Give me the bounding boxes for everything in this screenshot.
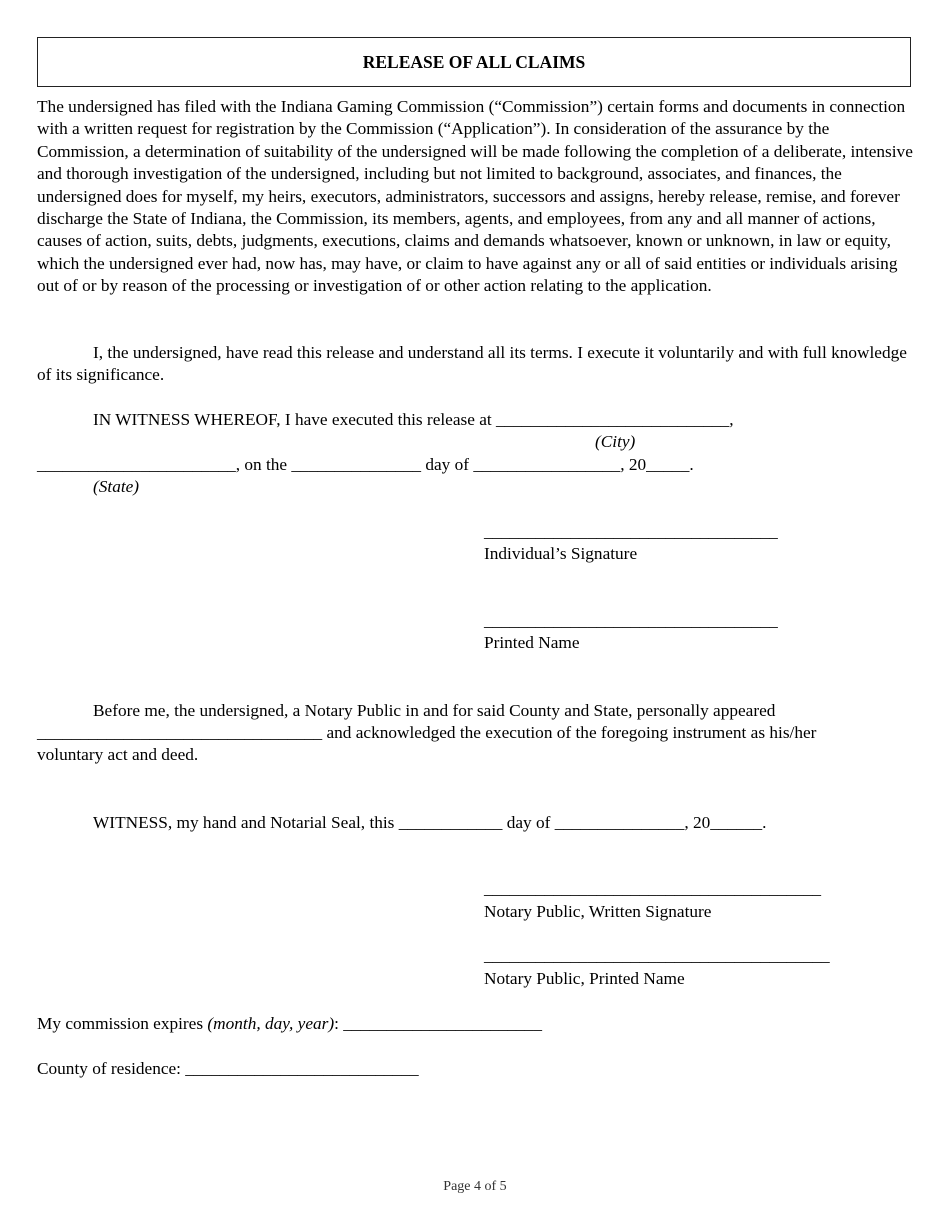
- page-number: Page 4 of 5: [443, 1179, 507, 1194]
- notary-written-signature-line[interactable]: _______________________________________: [484, 879, 821, 898]
- notary-printed-name-line[interactable]: ________________________________________: [484, 946, 830, 965]
- printed-name-label: Printed Name: [484, 633, 580, 652]
- notary-paragraph-line-1: Before me, the undersigned, a Notary Public in and for said County and State, personally appeared: [93, 701, 776, 720]
- document-title-text: RELEASE OF ALL CLAIMS: [362, 51, 586, 72]
- witness-line-1: IN WITNESS WHEREOF, I have executed this release at ___________________________,: [93, 410, 734, 429]
- release-paragraph: The undersigned has filed with the Indiana Gaming Commission (“Commission”) certain forms and documents in connection with a written request for registration by the Commission (“Application”). In consideration of the assurance by the Commission, a determination of suitability of the undersigned will be made following the completion of a deliberate, intensive and thorough investigation of the undersigned, including but not limited to background, associates, and finances, the undersigned does for myself, my heirs, executors, administrators, successors and assigns, hereby release, remise, and forever discharge the State of Indiana, the Commission, its members, agents, and employees, from any and all manner of actions, causes of action, suits, debts, judgments, executions, claims and demands whatsoever, known or unknown, in law or equity, which the undersigned ever had, now has, may have, or claim to have against any or all of said entities or individuals arising out of or by reason of the processing or investigation of or other action relating to the application.: [37, 97, 913, 296]
- notary-written-signature-label: Notary Public, Written Signature: [484, 902, 712, 921]
- individual-signature-line[interactable]: __________________________________: [484, 522, 778, 541]
- document-title: [37, 37, 911, 87]
- acknowledgement-paragraph: I, the undersigned, have read this release and understand all its terms. I execute it voluntarily and with full knowledge of its significance.: [37, 343, 907, 385]
- notarial-seal-line: WITNESS, my hand and Notarial Seal, this ____________ day of _______________, 20______.: [93, 813, 767, 832]
- county-of-residence-field[interactable]: County of residence: ___________________________: [37, 1059, 419, 1078]
- individual-signature-label: Individual’s Signature: [484, 544, 638, 563]
- commission-expires-field: [37, 1013, 542, 1035]
- commission-expires-blank[interactable]: : _______________________: [334, 1014, 542, 1033]
- commission-expires-prefix: My commission expires: [37, 1014, 208, 1033]
- notary-printed-name-label: Notary Public, Printed Name: [484, 969, 685, 988]
- notary-paragraph-line-3: voluntary act and deed.: [37, 745, 199, 764]
- city-label: (City): [595, 432, 636, 451]
- commission-expires-hint: (month, day, year): [207, 1014, 335, 1033]
- notary-paragraph-line-2: _________________________________ and acknowledged the execution of the foregoing instrument as his/her: [37, 723, 817, 742]
- printed-name-line[interactable]: __________________________________: [484, 611, 778, 630]
- witness-line-2: _______________________, on the _______________ day of _________________, 20_____.: [37, 455, 694, 474]
- state-label: (State): [93, 477, 140, 496]
